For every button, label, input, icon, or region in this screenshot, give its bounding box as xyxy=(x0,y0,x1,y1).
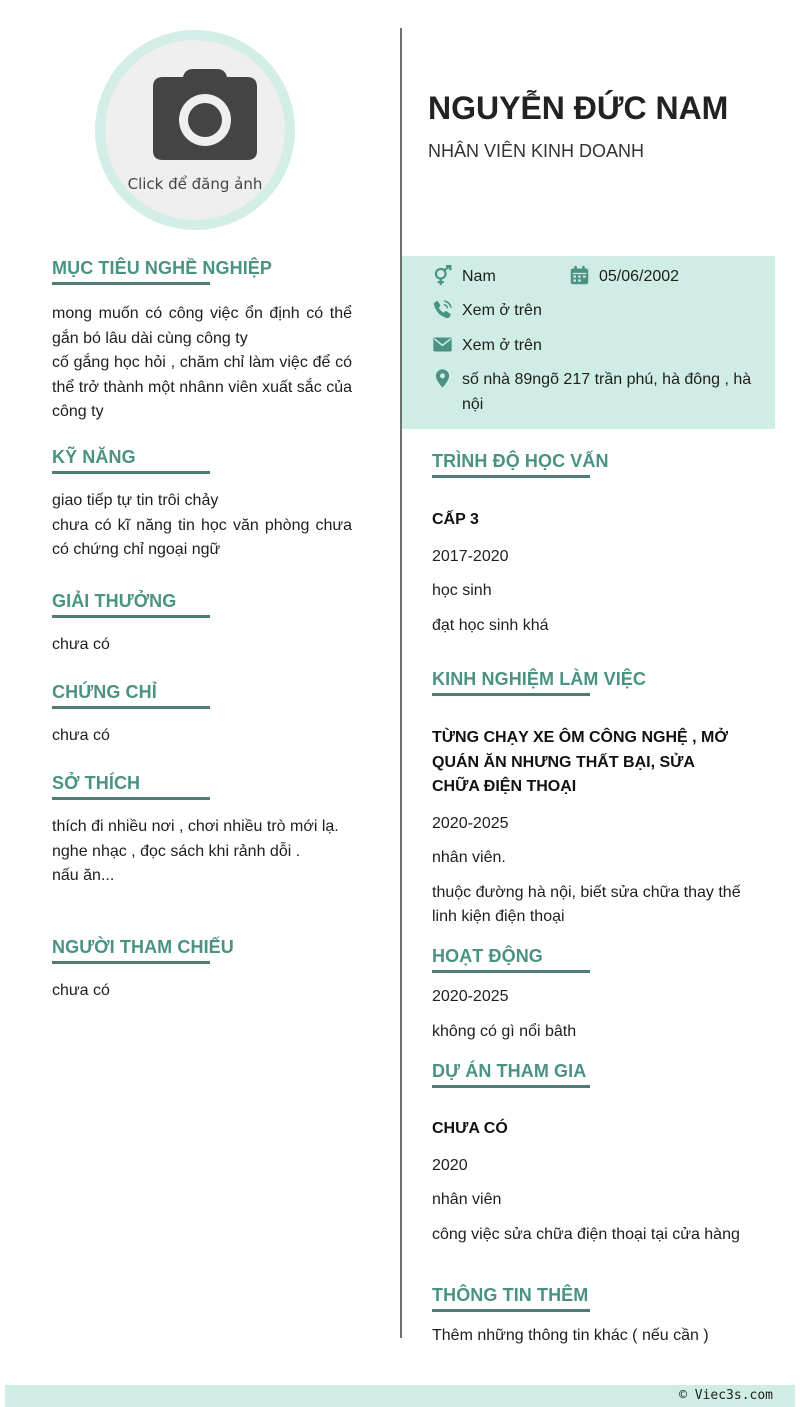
section-underline xyxy=(432,1309,590,1312)
email-value: Xem ở trên xyxy=(462,337,542,354)
hobby-line: nấu ăn... xyxy=(52,867,115,884)
section-underline xyxy=(432,475,590,478)
footer-copyright: © Viec3s.com xyxy=(679,1388,773,1403)
hobby-line: nghe nhạc , đọc sách khi rảnh dỗi . xyxy=(52,842,301,860)
activities-period: 2020-2025 xyxy=(432,988,509,1005)
education-period: 2017-2020 xyxy=(432,547,509,565)
hobbies-section xyxy=(52,773,352,889)
section-title: GIẢI THƯỞNG xyxy=(52,591,177,611)
project-name: CHƯA CÓ xyxy=(432,1120,508,1137)
education-school: CẤP 3 xyxy=(432,511,479,528)
section-underline xyxy=(52,961,210,964)
section-title: KỸ NĂNG xyxy=(52,447,136,467)
phone-icon xyxy=(432,299,453,320)
references-text: chưa có xyxy=(52,982,110,999)
experience-company: TỪNG CHẠY XE ÔM CÔNG NGHỆ , MỞ QUÁN ĂN NHƯNG THẤT BẠI, SỬA CHỮA ĐIỆN THOẠI xyxy=(432,729,728,795)
candidate-name: NGUYỄN ĐỨC NAM xyxy=(428,90,729,126)
education-section xyxy=(432,451,752,638)
job-title: NHÂN VIÊN KINH DOANH xyxy=(428,141,645,161)
experience-role: nhân viên. xyxy=(432,849,506,866)
extra-info-section xyxy=(432,1285,752,1349)
experience-detail: thuộc đường hà nội, biết sửa chữa thay thế linh kiện điện thoại xyxy=(432,883,741,925)
section-underline xyxy=(52,471,210,474)
experience-period: 2020-2025 xyxy=(432,814,509,832)
certificates-text: chưa có xyxy=(52,727,110,744)
section-title: KINH NGHIỆM LÀM VIỆC xyxy=(432,669,647,689)
skill-item: giao tiếp tự tin trôi chảy xyxy=(52,492,219,509)
hobbies-text xyxy=(52,815,352,889)
address-row xyxy=(432,368,752,417)
career-goal-section xyxy=(52,258,352,425)
section-title: DỰ ÁN THAM GIA xyxy=(432,1061,587,1081)
avatar-upload[interactable] xyxy=(95,30,295,230)
avatar-upload-label[interactable]: Click để đăng ảnh xyxy=(127,175,263,193)
section-underline xyxy=(52,282,210,285)
certificates-section xyxy=(52,682,352,749)
phone-row xyxy=(432,299,542,324)
career-goal-line: mong muốn có công việc ổn định có thể gắn bó lâu dài cùng công ty xyxy=(52,305,352,347)
experience-section xyxy=(432,669,752,930)
gender-value: Nam xyxy=(462,268,496,285)
education-role: học sinh xyxy=(432,582,492,599)
address-value: số nhà 89ngõ 217 trần phú, hà đông , hà nội xyxy=(462,371,752,413)
skills-text xyxy=(52,489,352,563)
skill-item: chưa có kĩ năng tin học văn phòng chưa có chứng chỉ ngoại ngữ xyxy=(52,516,352,558)
project-role: nhân viên xyxy=(432,1191,502,1208)
section-title: SỞ THÍCH xyxy=(52,773,141,793)
email-icon xyxy=(432,334,453,355)
section-title: THÔNG TIN THÊM xyxy=(432,1285,589,1305)
section-underline xyxy=(52,615,210,618)
education-detail: đạt học sinh khá xyxy=(432,616,549,634)
activities-detail: không có gì nổi bâth xyxy=(432,1022,577,1040)
career-goal-line: cố gắng học hỏi , chăm chỉ làm việc để có thể trở thành một nhânn viên xuất sắc của công ty xyxy=(52,354,352,420)
section-underline xyxy=(52,797,210,800)
section-title: HOẠT ĐỘNG xyxy=(432,946,543,966)
section-underline xyxy=(432,1085,590,1088)
birthday-row xyxy=(569,265,679,290)
birthday-value: 05/06/2002 xyxy=(599,268,680,285)
section-title: TRÌNH ĐỘ HỌC VẤN xyxy=(432,451,609,471)
gender-icon xyxy=(432,265,453,286)
section-underline xyxy=(432,970,590,973)
footer-bar xyxy=(5,1385,795,1407)
location-pin-icon xyxy=(432,368,453,389)
extra-info-text: Thêm những thông tin khác ( nếu cần ) xyxy=(432,1327,709,1344)
career-goal-text xyxy=(52,302,352,425)
section-title: NGƯỜI THAM CHIẾU xyxy=(52,937,234,957)
section-underline xyxy=(52,706,210,709)
section-title: CHỨNG CHỈ xyxy=(52,682,157,702)
project-period: 2020 xyxy=(432,1156,468,1174)
awards-text: chưa có xyxy=(52,636,110,653)
awards-section xyxy=(52,591,352,658)
projects-section xyxy=(432,1061,752,1247)
project-detail: công việc sửa chữa điện thoại tại cửa hàng xyxy=(432,1225,740,1243)
email-row xyxy=(432,334,542,359)
avatar-placeholder[interactable] xyxy=(105,40,285,220)
column-divider xyxy=(400,28,402,1338)
gender-row xyxy=(432,265,496,290)
camera-icon xyxy=(151,67,259,162)
section-underline xyxy=(432,693,590,696)
calendar-icon xyxy=(569,265,590,286)
activities-section xyxy=(432,946,752,1044)
phone-value: Xem ở trên xyxy=(462,302,542,319)
skills-section xyxy=(52,447,352,563)
section-title: MỤC TIÊU NGHỀ NGHIỆP xyxy=(52,258,273,278)
hobby-line: thích đi nhiều nơi , chơi nhiều trò mới lạ. xyxy=(52,818,339,835)
contact-info-box xyxy=(402,256,775,429)
references-section xyxy=(52,937,352,1004)
